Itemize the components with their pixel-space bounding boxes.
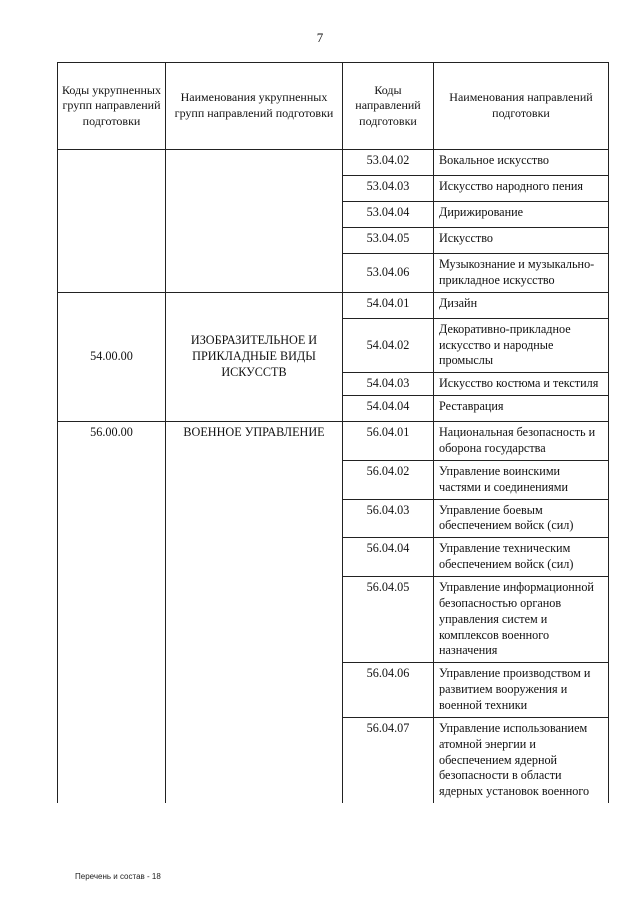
direction-name: Музыкознание и музыкально-прикладное искусство	[434, 254, 609, 293]
direction-name: Дизайн	[434, 292, 609, 318]
direction-code: 56.04.04	[343, 538, 434, 577]
direction-name: Управление использованием атомной энергии и обеспечением ядерной безопасности в области ядерных установок военного	[434, 717, 609, 803]
direction-name: Управление воинскими частями и соединениями	[434, 460, 609, 499]
direction-code: 56.04.06	[343, 663, 434, 718]
direction-code: 53.04.04	[343, 202, 434, 228]
group-code: 56.00.00	[58, 422, 166, 804]
header-direction-names: Наименования направлений подготовки	[434, 63, 609, 150]
group-name-cell	[166, 150, 343, 293]
direction-code: 56.04.01	[343, 422, 434, 461]
direction-name: Искусство народного пения	[434, 176, 609, 202]
direction-name: Вокальное искусство	[434, 150, 609, 176]
direction-name: Искусство	[434, 228, 609, 254]
direction-name: Дирижирование	[434, 202, 609, 228]
header-group-names: Наименования укрупненных групп направлений подготовки	[166, 63, 343, 150]
direction-code: 53.04.06	[343, 254, 434, 293]
direction-name: Декоративно-прикладное искусство и народные промыслы	[434, 318, 609, 373]
direction-name: Национальная безопасность и оборона государства	[434, 422, 609, 461]
direction-code: 54.04.02	[343, 318, 434, 373]
direction-name: Реставрация	[434, 396, 609, 422]
directions-table	[57, 62, 609, 803]
footer-note: Перечень и состав - 18	[75, 872, 161, 881]
direction-name: Управление производством и развитием вооружения и военной техники	[434, 663, 609, 718]
direction-code: 56.04.05	[343, 577, 434, 663]
direction-name: Искусство костюма и текстиля	[434, 373, 609, 396]
table-row	[58, 292, 609, 318]
direction-code: 53.04.03	[343, 176, 434, 202]
header-group-codes: Коды укрупненных групп направлений подготовки	[58, 63, 166, 150]
direction-name: Управление техническим обеспечением войск (сил)	[434, 538, 609, 577]
direction-code: 54.04.01	[343, 292, 434, 318]
direction-code: 53.04.02	[343, 150, 434, 176]
group-name: ВОЕННОЕ УПРАВЛЕНИЕ	[166, 422, 343, 804]
direction-code: 54.04.03	[343, 373, 434, 396]
direction-code: 56.04.03	[343, 499, 434, 538]
table-row	[58, 422, 609, 461]
header-direction-codes: Коды направлений подготовки	[343, 63, 434, 150]
direction-name: Управление информационной безопасностью органов управления систем и комплексов военного назначения	[434, 577, 609, 663]
table-header-row	[58, 63, 609, 150]
table-row	[58, 150, 609, 176]
direction-name: Управление боевым обеспечением войск (сил)	[434, 499, 609, 538]
direction-code: 56.04.02	[343, 460, 434, 499]
direction-code: 53.04.05	[343, 228, 434, 254]
page-number: 7	[316, 30, 324, 45]
group-code-cell	[58, 150, 166, 293]
group-code: 54.00.00	[58, 292, 166, 421]
group-name: ИЗОБРАЗИТЕЛЬНОЕ И ПРИКЛАДНЫЕ ВИДЫ ИСКУССТВ	[166, 292, 343, 421]
direction-code: 54.04.04	[343, 396, 434, 422]
direction-code: 56.04.07	[343, 717, 434, 803]
